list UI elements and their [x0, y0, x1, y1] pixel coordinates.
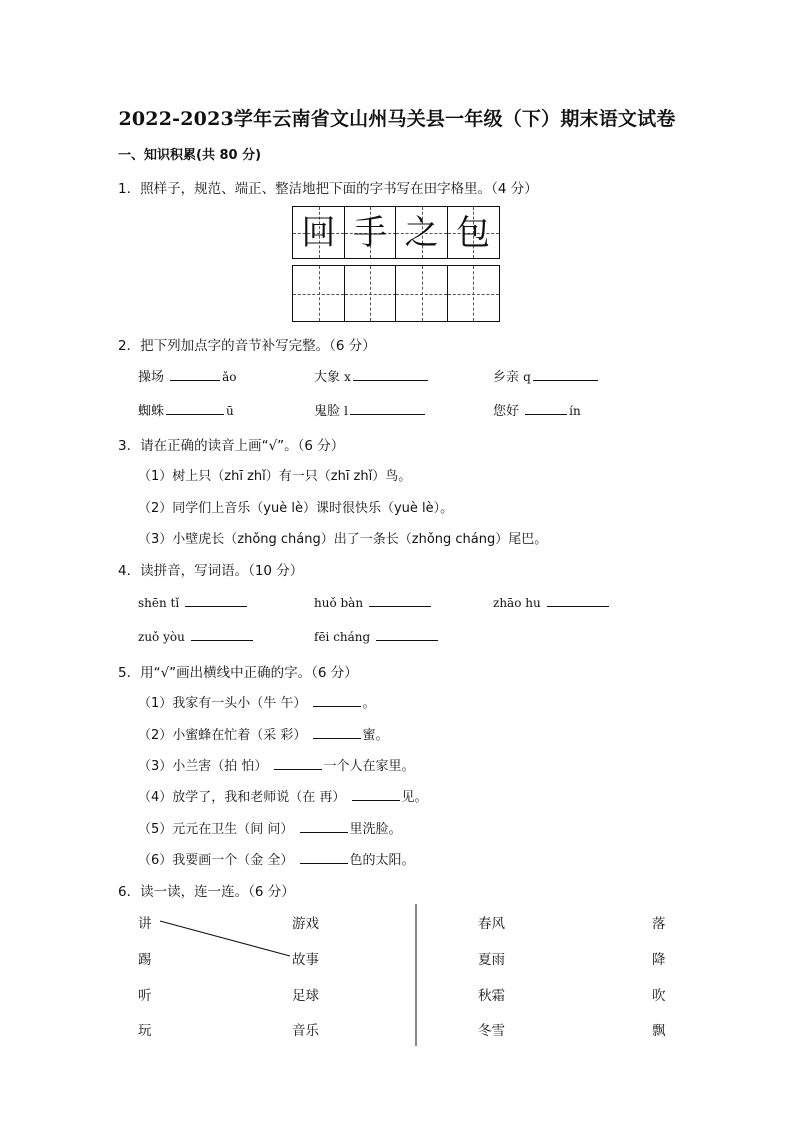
q5-item: （3）小兰害（拍 怕） 一个人在家里。 — [138, 755, 415, 774]
q2-item: 蜘蛛 ū — [138, 400, 234, 419]
match-verb[interactable]: 听 — [138, 988, 152, 1004]
page-title: 2022-2023学年云南省文山州马关县一年级（下）期末语文试卷 — [118, 108, 676, 130]
section-heading: 一、知识积累(共 80 分) — [118, 148, 262, 163]
match-action[interactable]: 吹 — [652, 988, 666, 1004]
match-action[interactable]: 落 — [652, 916, 666, 932]
q2-item: 您好 ín — [493, 400, 581, 419]
match-noun[interactable]: 游戏 — [292, 916, 319, 932]
question-1: 1．照样子，规范、端正、整洁地把下面的字书写在田字格里。（4 分） — [118, 181, 538, 197]
match-noun[interactable]: 故事 — [292, 952, 319, 968]
question-2: 2．把下列加点字的音节补写完整。（6 分） — [118, 338, 376, 354]
question-3: 3．请在正确的读音上画“√”。（6 分） — [118, 438, 345, 454]
q4-item: zuǒ yòu — [138, 627, 255, 645]
q4-item: huǒ bàn — [314, 593, 433, 611]
sample-char: 包 — [456, 213, 490, 253]
match-noun[interactable]: 足球 — [292, 988, 319, 1004]
sample-char: 回 — [301, 213, 336, 253]
match-action[interactable]: 降 — [652, 952, 666, 968]
match-season[interactable]: 冬雪 — [478, 1023, 505, 1039]
q3-item: （1）树上只（zhī zhǐ）有一只（zhī zhǐ）鸟。 — [138, 469, 412, 484]
q4-item: fēi cháng — [314, 627, 440, 645]
q5-item: （1）我家有一头小（牛 午） 。 — [138, 692, 376, 711]
match-verb[interactable]: 讲 — [138, 916, 152, 932]
question-5: 5．用“√”画出横线中正确的字。（6 分） — [118, 665, 358, 681]
match-noun[interactable]: 音乐 — [292, 1023, 319, 1039]
q4-item: shēn tǐ — [138, 593, 249, 611]
sample-char: 之 — [404, 213, 439, 253]
question-6: 6．读一读，连一连。（6 分） — [118, 884, 295, 900]
q2-item: 乡亲 q — [493, 366, 600, 385]
q3-item: （2）同学们上音乐（yuè lè）课时很快乐（yuè lè）。 — [138, 501, 454, 516]
example-connector-line — [160, 921, 290, 956]
q2-item: 鬼脸 l — [314, 400, 427, 419]
match-season[interactable]: 夏雨 — [478, 952, 505, 968]
q5-item: （5）元元在卫生（间 问） 里洗脸。 — [138, 818, 402, 837]
q4-item: zhāo hu — [493, 593, 611, 611]
sample-char: 手 — [353, 213, 387, 253]
match-verb[interactable]: 踢 — [138, 952, 152, 968]
match-season[interactable]: 秋霜 — [478, 988, 505, 1004]
q5-item: （4）放学了，我和老师说（在 再） 见。 — [138, 786, 428, 805]
q2-item: 操场 ǎo — [138, 366, 237, 385]
q3-item: （3）小壁虎长（zhǒng cháng）出了一条长（zhǒng cháng）尾巴。 — [138, 532, 548, 547]
match-action[interactable]: 飘 — [652, 1023, 666, 1039]
q2-item: 大象 x — [314, 366, 430, 385]
q5-item: （6）我要画一个（金 全） 色的太阳。 — [138, 849, 415, 868]
match-verb[interactable]: 玩 — [138, 1023, 152, 1039]
q5-item: （2）小蜜蜂在忙着（采 彩） 蜜。 — [138, 724, 389, 743]
match-season[interactable]: 春风 — [478, 916, 505, 932]
question-4: 4．读拼音，写词语。（10 分） — [118, 563, 304, 579]
